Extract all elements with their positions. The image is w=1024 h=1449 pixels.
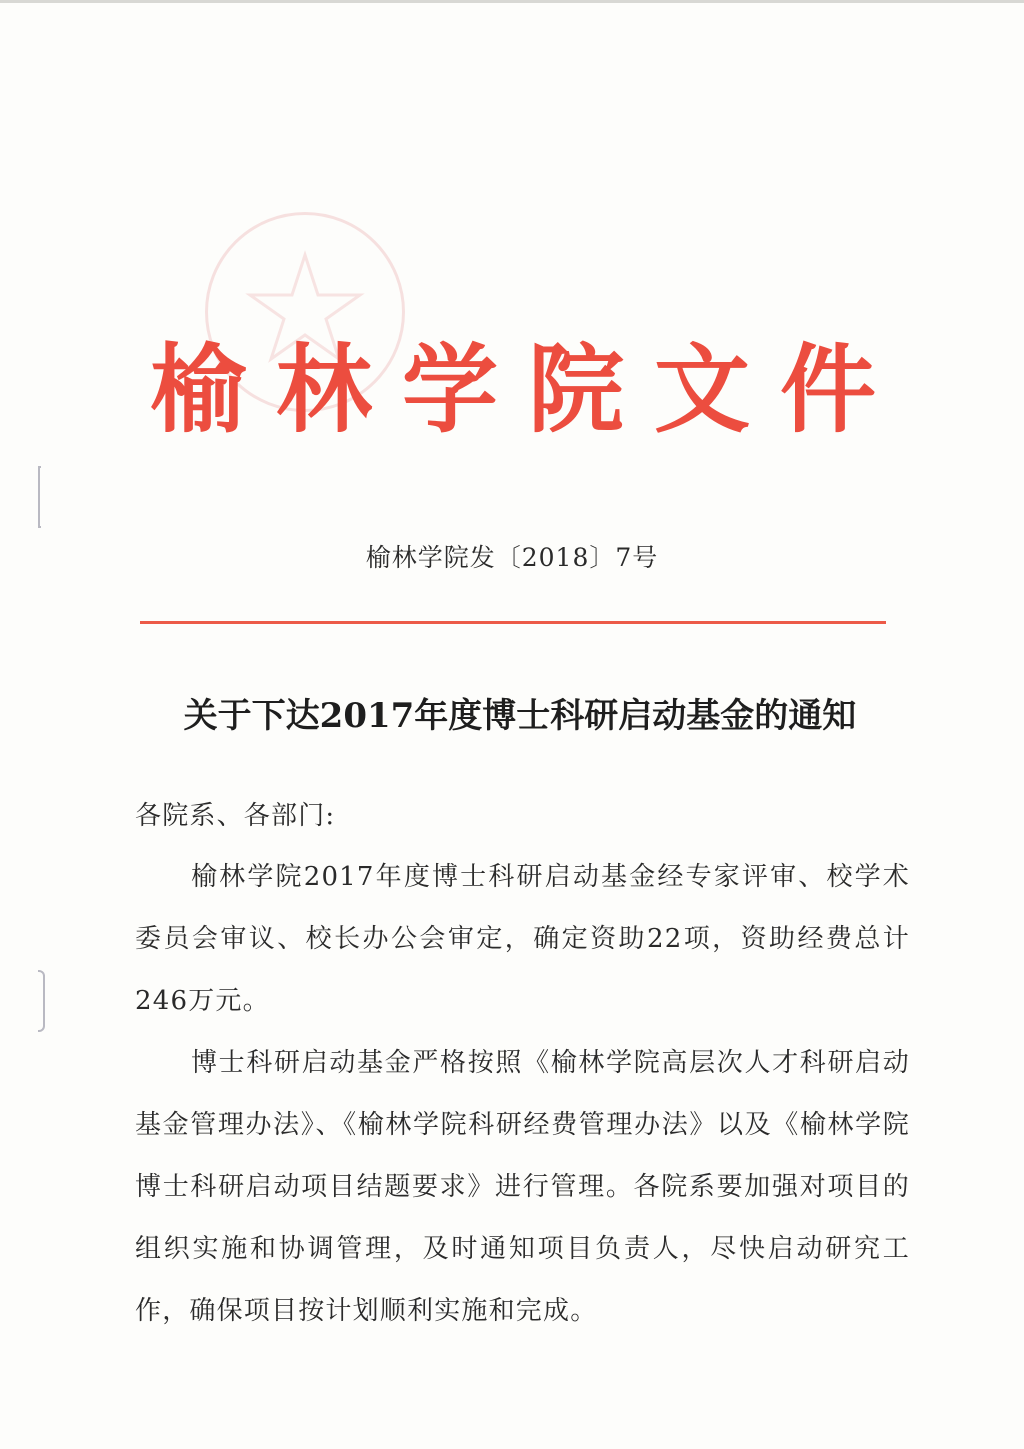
masthead-divider-rule <box>140 621 886 624</box>
document-masthead: 榆林学院文件 <box>150 333 906 446</box>
scan-top-edge <box>0 0 1024 3</box>
body-paragraph: 博士科研启动基金严格按照《榆林学院高层次人才科研启动基金管理办法》、《榆林学院科研经费管理办法》以及《榆林学院博士科研启动项目结题要求》进行管理。各院系要加强对项目的组织实施和协调管理，及时通知项目负责人，尽快启动研究工作，确保项目按计划顺利实施和完成。 <box>135 1048 910 1326</box>
salutation: 各院系、各部门: <box>135 801 336 831</box>
notice-title: 关于下达2017年度博士科研启动基金的通知 <box>183 696 857 736</box>
body-paragraph: 榆林学院2017年度博士科研启动基金经专家评审、校学术委员会审议、校长办公会审定，确定资助22项，资助经费总计246万元。 <box>135 862 910 1016</box>
binding-staple-mark <box>38 466 41 528</box>
document-number: 榆林学院发〔2018〕7号 <box>365 543 659 572</box>
binding-staple-mark <box>38 970 45 1032</box>
